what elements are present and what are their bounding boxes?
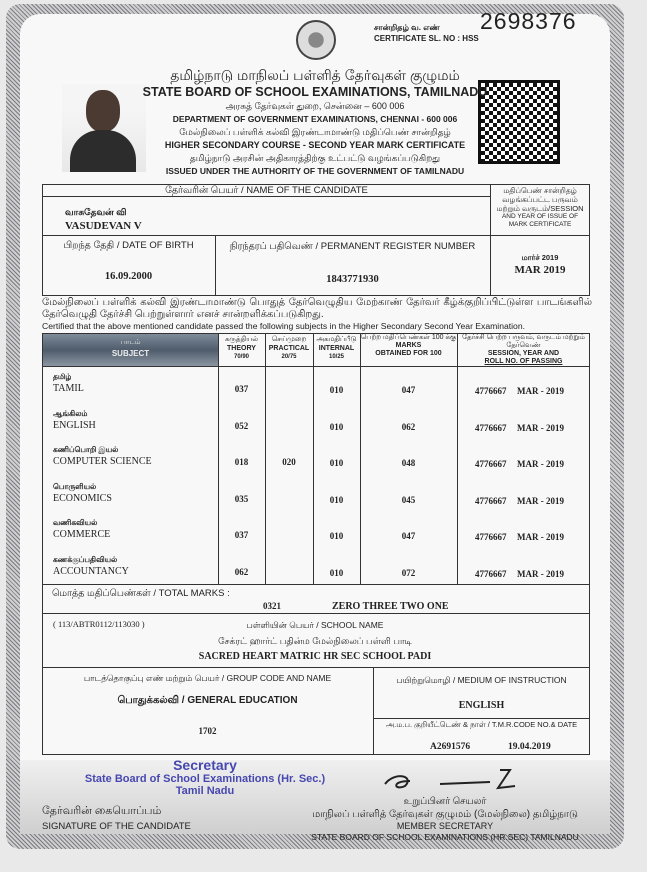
- internal-mark: 010: [329, 385, 344, 395]
- roll-number: 4776667: [475, 386, 507, 396]
- practical-mark: 020: [282, 457, 296, 467]
- roll-number: 4776667: [475, 569, 507, 579]
- subject-cell: [53, 481, 213, 505]
- dept-ta: அரசுத் தேர்வுகள் துறை, சென்னை – 600 006: [225, 101, 405, 111]
- total-label: மொத்த மதிப்பெண்கள் / TOTAL MARKS :: [52, 588, 230, 599]
- total-mark: 072: [401, 568, 416, 578]
- roll-number: 4776667: [475, 423, 507, 433]
- candidate-signature-ta: தேர்வரின் கையொப்பம்: [42, 805, 162, 817]
- session-ta: மார்ச் 2019: [521, 253, 559, 262]
- candidate-photo: [62, 84, 146, 172]
- qr-code: [478, 80, 560, 164]
- subject-name-en: ENGLISH: [53, 420, 96, 431]
- board-title-ta: தமிழ்நாடு மாநிலப் பள்ளித் தேர்வுகள் குழுமம்: [170, 67, 460, 83]
- certify-text-en: Certified that the above mentioned candidate passed the following subjects in the Higher Secondary Second Year Examination.: [42, 321, 525, 331]
- cert-sl-label: [374, 22, 479, 44]
- subject-name-ta: வணிகவியல்: [53, 518, 98, 527]
- certify-block: [42, 297, 602, 332]
- secretary-stamp: Secretary State Board of School Examinations (Hr. Sec.) Tamil Nadu: [84, 757, 326, 797]
- internal-mark: 010: [329, 458, 344, 468]
- subject-cell: [53, 408, 213, 432]
- pass-session: MAR - 2019: [517, 532, 564, 542]
- subject-name-ta: தமிழ்: [53, 372, 72, 381]
- subject-cell: [53, 554, 213, 578]
- cert-sl-number: 2698376: [480, 8, 577, 34]
- internal-header: அகமதிப்பீடு INTERNAL 10/25: [316, 336, 357, 360]
- tmr-code: A2691576: [430, 742, 471, 752]
- subject-name-ta: ஆங்கிலம்: [53, 409, 88, 418]
- theory-mark: 062: [234, 567, 249, 577]
- total-mark: 048: [401, 458, 416, 468]
- prn-value: 1843771930: [326, 274, 379, 285]
- total-value: 0321: [263, 601, 281, 611]
- board-name-ta: மாநிலப் பள்ளித் தேர்வுகள் குழுமம் (மேல்நிலை) தமிழ்நாடு: [312, 809, 578, 820]
- secretary-signature: [380, 766, 540, 796]
- pass-session: MAR - 2019: [517, 423, 564, 433]
- tmr-label: அ.ம.ப. குறியீட்டெண் & நாள் / T.M.R.CODE NO.& DATE: [385, 720, 578, 729]
- subject-cell: [53, 517, 213, 541]
- total-mark: 047: [401, 531, 416, 541]
- group-label: பாடத்தொகுப்பு எண் மற்றும் பெயர் / GROUP CODE AND NAME: [83, 673, 332, 683]
- theory-header: கருத்தியல் THEORY 70/90: [224, 336, 259, 360]
- pass-session: MAR - 2019: [517, 459, 564, 469]
- total-mark: 045: [401, 495, 416, 505]
- group-name: பொதுக்கல்வி / GENERAL EDUCATION: [117, 695, 298, 706]
- total-mark: 047: [401, 385, 416, 395]
- pass-session: MAR - 2019: [517, 386, 564, 396]
- dob-value: 16.09.2000: [104, 271, 153, 282]
- cert-sl-label-en: CERTIFICATE SL. NO : HSS: [374, 34, 479, 43]
- government-emblem-icon: [296, 20, 336, 60]
- roll-number: 4776667: [475, 496, 507, 506]
- total-words: ZERO THREE TWO ONE: [332, 601, 449, 612]
- school-label: பள்ளியின் பெயர் / SCHOOL NAME: [246, 620, 384, 630]
- secretary-title-en: MEMBER SECRETARY: [396, 821, 494, 831]
- pass-header: தேர்ச்சி பெற்ற பருவம், வருடம் மற்றும் தேர்வெண் SESSION, YEAR AND ROLL NO. OF PASSING: [462, 334, 585, 365]
- name-ta: வாசுதேவன் வி: [65, 207, 127, 217]
- authority-ta: தமிழ்நாடு அரசின் அதிகாரத்திற்கு உட்பட்டு வழங்கப்படுகிறது: [189, 153, 441, 163]
- session-value: [490, 252, 590, 277]
- practical-header: செய்முறை PRACTICAL 20/75: [268, 336, 310, 360]
- session-label-en: AND YEAR OF ISSUE OF MARK CERTIFICATE: [501, 213, 579, 228]
- name-label: தேர்வரின் பெயர் / NAME OF THE CANDIDATE: [165, 185, 368, 196]
- cert-sl-label-ta: சான்றிதழ் வ. எண்: [374, 23, 440, 32]
- total-mark: 062: [401, 422, 416, 432]
- theory-mark: 037: [234, 384, 249, 394]
- header-titles: [142, 66, 488, 177]
- medium-label: பயிற்றுமொழி / MEDIUM OF INSTRUCTION: [396, 675, 567, 685]
- subject-name-en: COMMERCE: [53, 529, 111, 540]
- dept-en: DEPARTMENT OF GOVERNMENT EXAMINATIONS, CHENNAI - 600 006: [172, 114, 458, 124]
- certify-text-ta: மேல்நிலைப் பள்ளிக் கல்வி இரண்டாமாண்டு பொதுத் தேர்வெழுதிய மேற்காண் தேர்வர் கீழ்க்குறிப்பிட்டுள்ள பாடங்களில் தேர்வெழுதி தேர்ச்சி பெற்றுள்ளார் எனச் சான்றளிக்கப்படுகிறது.: [42, 297, 592, 320]
- candidate-name: [65, 205, 142, 233]
- internal-mark: 010: [329, 422, 344, 432]
- session-en: MAR 2019: [514, 264, 566, 276]
- subject-name-ta: கணக்குப்பதிவியல்: [53, 555, 118, 564]
- subject-cell: [53, 444, 213, 468]
- board-name-en: STATE BOARD OF SCHOOL EXAMINATIONS (HR.SEC) TAMILNADU: [311, 832, 579, 842]
- roll-number: 4776667: [475, 532, 507, 542]
- group-code: 1702: [198, 726, 217, 736]
- dob-label: பிறந்த தேதி / DATE OF BIRTH: [63, 240, 194, 251]
- course-en: HIGHER SECONDARY COURSE - SECOND YEAR MARK CERTIFICATE: [164, 140, 466, 150]
- theory-mark: 052: [234, 421, 249, 431]
- secretary-title-ta: உறுப்பினர் செயலர்: [403, 796, 487, 807]
- subject-name-en: ACCOUNTANCY: [53, 566, 129, 577]
- internal-mark: 010: [329, 495, 344, 505]
- school-name-en: SACRED HEART MATRIC HR SEC SCHOOL PADI: [198, 651, 432, 662]
- roll-number: 4776667: [475, 459, 507, 469]
- course-ta: மேல்நிலைப் பள்ளிக் கல்வி இரண்டாமாண்டு மதிப்பெண் சான்றிதழ்: [179, 127, 451, 137]
- subject-name-ta: பொருளியல்: [53, 482, 97, 491]
- subject-name-ta: கணிப்பொறி இயல்: [53, 445, 119, 454]
- subject-header-en: SUBJECT: [111, 349, 150, 358]
- subject-header-ta: பாடம்: [120, 339, 141, 346]
- subject-cell: [53, 371, 213, 395]
- prn-label: நிரந்தரப் பதிவெண் / PERMANENT REGISTER NUMBER: [229, 241, 476, 252]
- subject-header: [43, 338, 218, 359]
- tmr-date: 19.04.2019: [508, 742, 551, 752]
- theory-mark: 035: [234, 494, 249, 504]
- session-label: [492, 186, 588, 229]
- candidate-signature: [42, 804, 191, 834]
- school-code: ( 113/ABTR0112/113030 ): [53, 619, 145, 629]
- subject-name-en: TAMIL: [53, 383, 84, 394]
- name-en: VASUDEVAN V: [65, 220, 142, 232]
- marks-header: பெற்ற மதிப்பெண்கள் 100 க்கு MARKS OBTAINED FOR 100: [360, 334, 457, 357]
- candidate-signature-en: SIGNATURE OF THE CANDIDATE: [42, 821, 191, 832]
- secretary-block: [300, 796, 590, 843]
- theory-mark: 037: [234, 530, 249, 540]
- authority-en: ISSUED UNDER THE AUTHORITY OF THE GOVERNMENT OF TAMILNADU: [165, 166, 465, 176]
- school-name-ta: சேக்ரட் ஹார்ட் பதின்ம மேல்நிலைப் பள்ளி பாடி: [218, 636, 412, 646]
- board-title-en: STATE BOARD OF SCHOOL EXAMINATIONS, TAMILNADU: [142, 85, 488, 99]
- subject-name-en: ECONOMICS: [53, 493, 112, 504]
- session-label-ta: மதிப்பெண் சான்றிதழ் வழங்கப்பட்ட பருவம் மற்றும் வருடம்/SESSION: [496, 186, 584, 213]
- pass-session: MAR - 2019: [517, 569, 564, 579]
- internal-mark: 010: [329, 531, 344, 541]
- theory-mark: 018: [234, 457, 249, 467]
- pass-session: MAR - 2019: [517, 496, 564, 506]
- school-name-block: [150, 618, 480, 664]
- medium-value: ENGLISH: [458, 700, 505, 711]
- subject-name-en: COMPUTER SCIENCE: [53, 456, 152, 467]
- internal-mark: 010: [329, 568, 344, 578]
